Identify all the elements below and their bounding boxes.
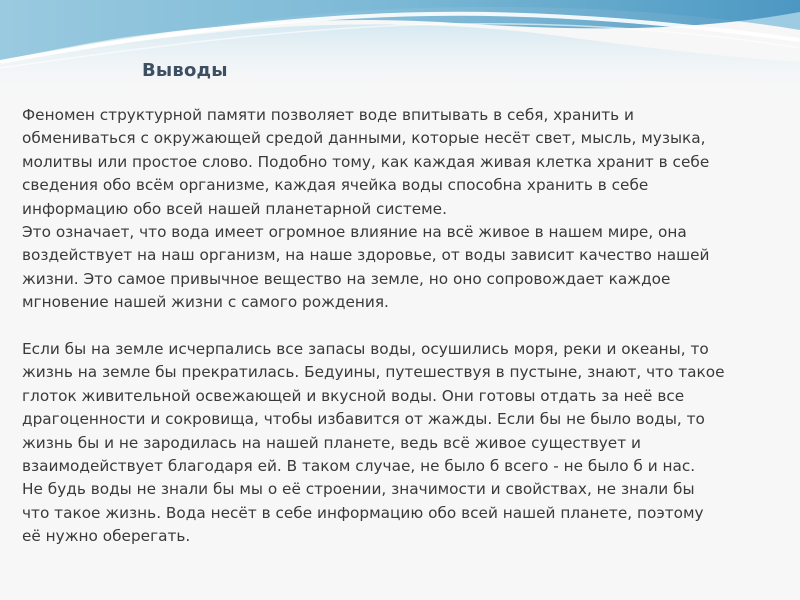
paragraph2-line: жизнь бы и не зародилась на нашей планете, ведь всё живое существует и: [22, 433, 641, 452]
slide-title: Выводы: [142, 60, 228, 81]
slide-body-text: [22, 104, 782, 549]
paragraph-gap: [22, 315, 782, 338]
paragraph1-line: молитвы или простое слово. Подобно тому, как каждая живая клетка хранит в себе: [22, 152, 710, 171]
paragraph2-line: драгоценности и сокровища, чтобы избавится от жажды. Если бы не было воды, то: [22, 410, 705, 429]
paragraph2-line: её нужно оберегать.: [22, 527, 191, 546]
paragraph1-line: мгновение нашей жизни с самого рождения.: [22, 293, 389, 312]
paragraph1-line: сведения обо всём организме, каждая ячейка воды способна хранить в себе: [22, 176, 649, 195]
paragraph2-line: глоток живительной освежающей и вкусной воды. Они готовы отдать за неё все: [22, 386, 685, 405]
paragraph2-line: жизнь на земле бы прекратилась. Бедуины, путешествуя в пустыне, знают, что такое: [22, 363, 725, 382]
paragraph1-line: обмениваться с окружающей средой данными, которые несёт свет, мысль, музыка,: [22, 129, 706, 148]
paragraph1-line: воздействует на наш организм, на наше здоровье, от воды зависит качество нашей: [22, 246, 710, 265]
paragraph1-line: информацию обо всей нашей планетарной системе.: [22, 199, 447, 218]
paragraph1-line: жизни. Это самое привычное вещество на земле, но оно сопровождает каждое: [22, 269, 671, 288]
paragraph1-line: Феномен структурной памяти позволяет воде впитывать в себя, хранить и: [22, 106, 634, 124]
paragraph2-line: что такое жизнь. Вода несёт в себе информацию обо всей нашей планете, поэтому: [22, 503, 704, 522]
header-wave-decoration: [0, 0, 800, 90]
paragraph2-line: Не будь воды не знали бы мы о её строении, значимости и свойствах, не знали бы: [22, 480, 695, 499]
paragraph2-line: взаимодействует благодаря ей. В таком случае, не было б всего - не было б и нас.: [22, 457, 696, 476]
paragraph1-line: Это означает, что вода имеет огромное влияние на всё живое в нашем мире, она: [22, 223, 687, 242]
paragraph2-line: Если бы на земле исчерпались все запасы воды, осушились моря, реки и океаны, то: [22, 340, 709, 359]
